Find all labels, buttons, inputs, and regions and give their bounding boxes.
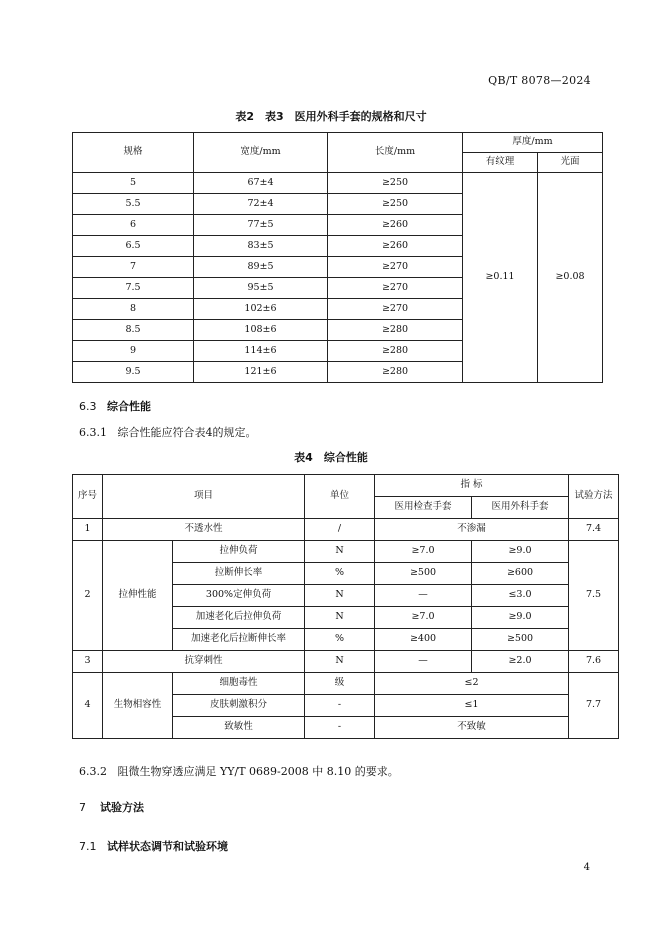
cell-width: 114±6 [194, 341, 328, 362]
cell-method: 7.4 [569, 519, 619, 541]
cell-unit: N [305, 651, 375, 673]
cell-length: ≥270 [328, 257, 463, 278]
cell-surgical: ≥9.0 [472, 607, 569, 629]
header-length: 长度/mm [328, 133, 463, 173]
cell-item: 拉伸负荷 [173, 541, 305, 563]
cell-item: 拉断伸长率 [173, 563, 305, 585]
cell-method: 7.6 [569, 651, 619, 673]
section-number: 7 [79, 801, 86, 814]
table-row [73, 519, 619, 541]
cell-unit: / [305, 519, 375, 541]
cell-unit: % [305, 629, 375, 651]
cell-width: 83±5 [194, 236, 328, 257]
cell-exam: ≥7.0 [375, 541, 472, 563]
cell-length: ≥250 [328, 194, 463, 215]
cell-item: 细胞毒性 [173, 673, 305, 695]
section-title: 试验方法 [100, 801, 144, 814]
cell-item: 抗穿刺性 [103, 651, 305, 673]
header-indicator: 指 标 [375, 475, 569, 497]
cell-length: ≥250 [328, 173, 463, 194]
table2-caption: 表2 表3 医用外科手套的规格和尺寸 [235, 110, 427, 123]
cell-size: 5.5 [73, 194, 194, 215]
cell-size: 7.5 [73, 278, 194, 299]
cell-unit: - [305, 695, 375, 717]
cell-exam: ≥7.0 [375, 607, 472, 629]
cell-width: 108±6 [194, 320, 328, 341]
cell-smooth-thickness: ≥0.08 [538, 173, 603, 383]
cell-no: 4 [73, 673, 103, 739]
cell-method: 7.7 [569, 673, 619, 739]
cell-size: 9 [73, 341, 194, 362]
cell-width: 77±5 [194, 215, 328, 236]
cell-unit: 级 [305, 673, 375, 695]
cell-unit: N [305, 607, 375, 629]
cell-no: 1 [73, 519, 103, 541]
clause-text: 阻微生物穿透应满足 YY/T 0689-2008 中 8.10 的要求。 [117, 765, 399, 778]
section-6-3-heading [79, 398, 151, 414]
clause-number: 6.3.2 [79, 765, 107, 778]
cell-size: 6 [73, 215, 194, 236]
cell-size: 7 [73, 257, 194, 278]
table-row [73, 173, 603, 194]
section-7-heading [79, 799, 144, 815]
header-method: 试验方法 [569, 475, 619, 519]
cell-size: 8 [73, 299, 194, 320]
cell-value: ≤2 [375, 673, 569, 695]
table2 [72, 132, 603, 383]
cell-textured-thickness: ≥0.11 [463, 173, 538, 383]
cell-width: 95±5 [194, 278, 328, 299]
section-number: 7.1 [79, 840, 97, 853]
cell-surgical: ≥9.0 [472, 541, 569, 563]
cell-length: ≥260 [328, 236, 463, 257]
cell-no: 3 [73, 651, 103, 673]
cell-unit: N [305, 541, 375, 563]
cell-exam: — [375, 585, 472, 607]
header-width: 宽度/mm [194, 133, 328, 173]
cell-item: 致敏性 [173, 717, 305, 739]
cell-size: 6.5 [73, 236, 194, 257]
cell-value: ≤1 [375, 695, 569, 717]
standard-number: QB/T 8078—2024 [488, 74, 591, 87]
header-thickness: 厚度/mm [463, 133, 603, 153]
cell-value: 不渗漏 [375, 519, 569, 541]
cell-unit: % [305, 563, 375, 585]
table-row [73, 651, 619, 673]
cell-item: 300%定伸负荷 [173, 585, 305, 607]
cell-length: ≥280 [328, 341, 463, 362]
cell-width: 102±6 [194, 299, 328, 320]
cell-item: 加速老化后拉伸负荷 [173, 607, 305, 629]
section-title: 综合性能 [107, 400, 151, 413]
cell-group: 生物相容性 [103, 673, 173, 739]
cell-length: ≥260 [328, 215, 463, 236]
cell-length: ≥280 [328, 320, 463, 341]
table4-caption: 表4 综合性能 [294, 451, 368, 464]
cell-group: 拉伸性能 [103, 541, 173, 651]
cell-exam: ≥500 [375, 563, 472, 585]
header-exam-gloves: 医用检查手套 [375, 497, 472, 519]
cell-exam: ≥400 [375, 629, 472, 651]
cell-width: 67±4 [194, 173, 328, 194]
table-row [73, 673, 619, 695]
cell-method: 7.5 [569, 541, 619, 651]
cell-width: 121±6 [194, 362, 328, 383]
cell-width: 72±4 [194, 194, 328, 215]
cell-unit: - [305, 717, 375, 739]
cell-length: ≥270 [328, 299, 463, 320]
header-item: 项目 [103, 475, 305, 519]
cell-size: 8.5 [73, 320, 194, 341]
clause-6-3-1 [79, 424, 257, 440]
header-size: 规格 [73, 133, 194, 173]
header-smooth: 光面 [538, 153, 603, 173]
clause-6-3-2 [79, 763, 399, 779]
cell-surgical: ≤3.0 [472, 585, 569, 607]
header-unit: 单位 [305, 475, 375, 519]
section-7-1-heading [79, 838, 228, 854]
page-number: 4 [583, 862, 590, 873]
cell-surgical: ≥500 [472, 629, 569, 651]
cell-width: 89±5 [194, 257, 328, 278]
header-no: 序号 [73, 475, 103, 519]
cell-surgical: ≥2.0 [472, 651, 569, 673]
section-number: 6.3 [79, 400, 97, 413]
cell-value: 不致敏 [375, 717, 569, 739]
cell-length: ≥280 [328, 362, 463, 383]
clause-number: 6.3.1 [79, 426, 107, 439]
cell-item: 皮肤刺激积分 [173, 695, 305, 717]
cell-exam: — [375, 651, 472, 673]
header-textured: 有纹理 [463, 153, 538, 173]
table-row [73, 541, 619, 563]
table4 [72, 474, 619, 739]
cell-item: 加速老化后拉断伸长率 [173, 629, 305, 651]
cell-length: ≥270 [328, 278, 463, 299]
cell-surgical: ≥600 [472, 563, 569, 585]
cell-no: 2 [73, 541, 103, 651]
header-surgical-gloves: 医用外科手套 [472, 497, 569, 519]
cell-size: 9.5 [73, 362, 194, 383]
clause-text: 综合性能应符合表4的规定。 [117, 426, 257, 439]
cell-unit: N [305, 585, 375, 607]
cell-size: 5 [73, 173, 194, 194]
section-title: 试样状态调节和试验环境 [107, 840, 228, 853]
cell-item: 不透水性 [103, 519, 305, 541]
